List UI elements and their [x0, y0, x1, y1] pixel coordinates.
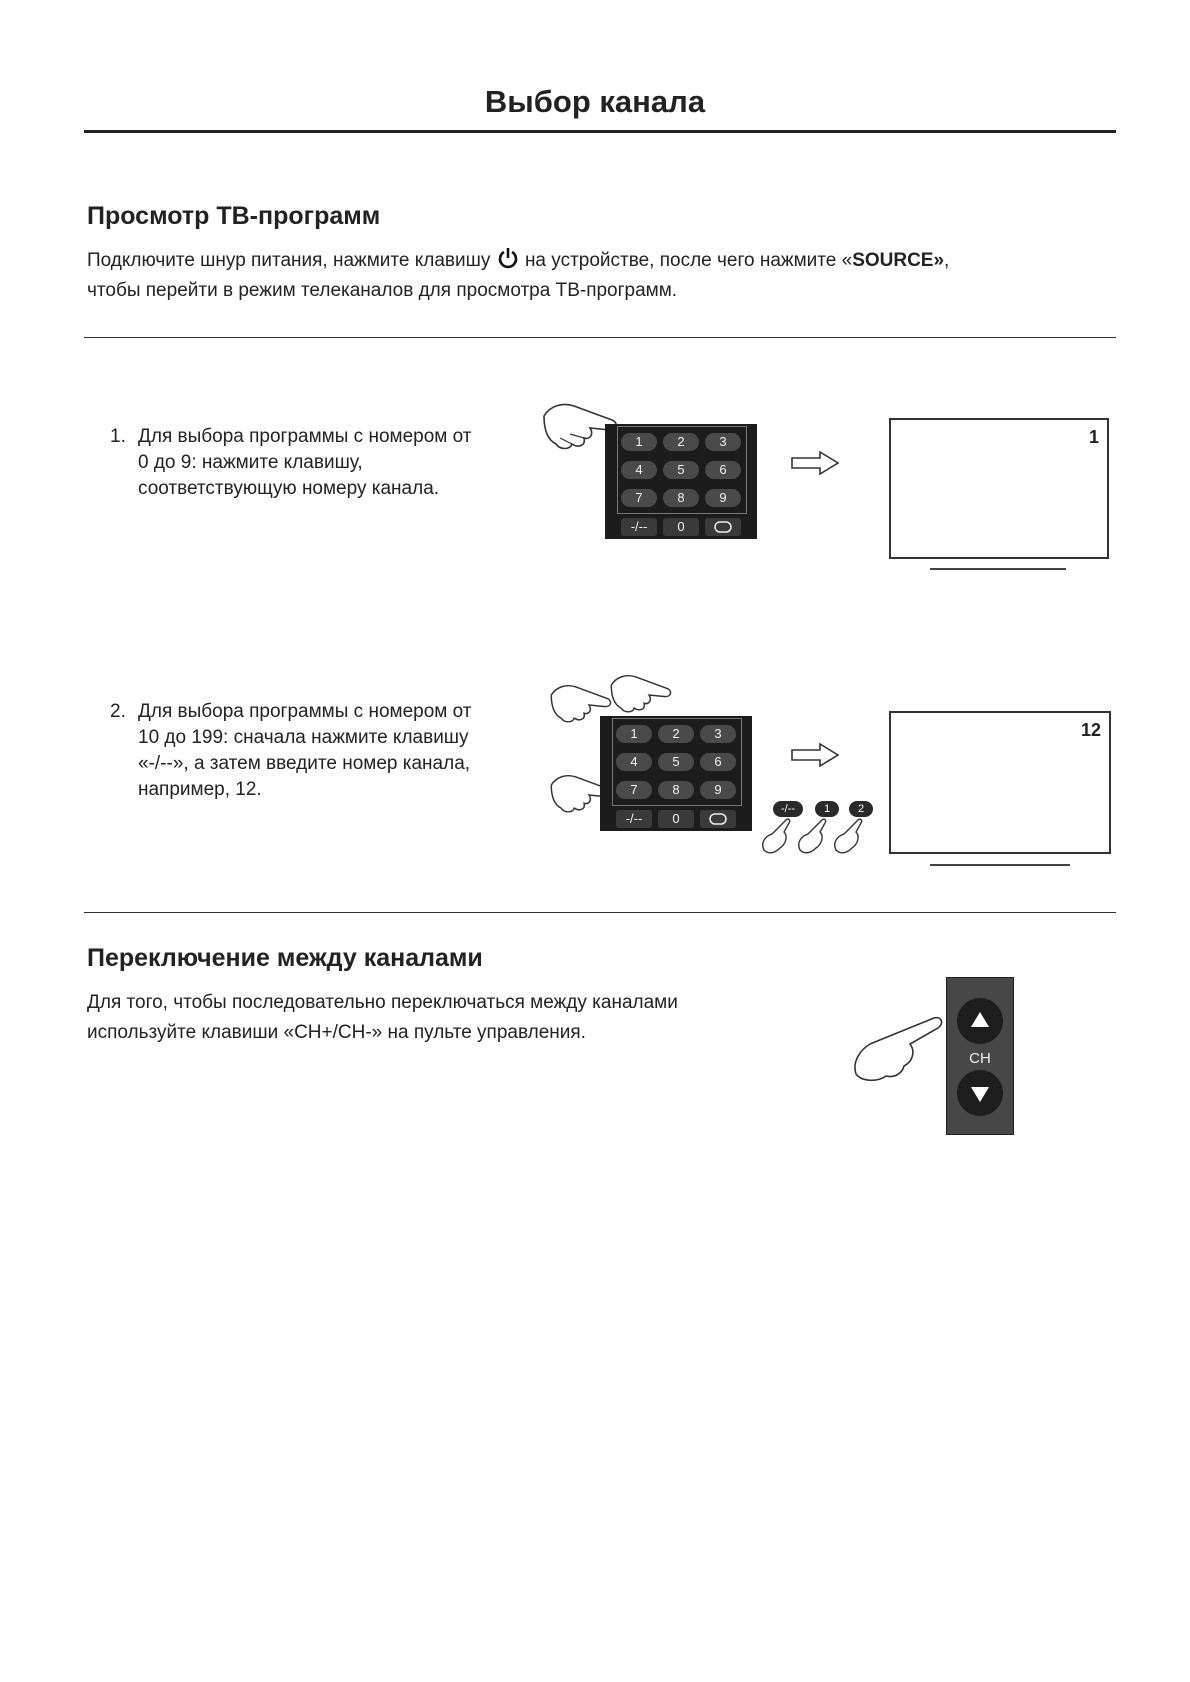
- step-1-line: соответствующую номеру канала.: [138, 478, 440, 499]
- key-6[interactable]: 6: [705, 461, 741, 479]
- step-2-line: например, 12.: [138, 779, 262, 800]
- section-divider-1: [84, 337, 1116, 338]
- triangle-down-icon: [957, 1070, 1003, 1116]
- channel-line-1: Для того, чтобы последовательно переключаться между каналами: [87, 992, 678, 1013]
- key-4[interactable]: 4: [616, 753, 652, 771]
- remote-numeric-keypad: [600, 716, 752, 831]
- tv-channel-number: 1: [1088, 427, 1099, 447]
- channel-switching-paragraph: [87, 988, 847, 1048]
- key-7[interactable]: 7: [616, 781, 652, 799]
- intro-line-1: Подключите шнур питания, нажмите клавишу на устройстве, после чего нажмите «SOURCE»,: [87, 246, 1127, 276]
- tv-screen: [889, 418, 1109, 559]
- intro-line-2: чтобы перейти в режим телеканалов для просмотра ТВ-программ.: [87, 280, 678, 301]
- key-1[interactable]: 1: [621, 433, 657, 451]
- return-icon: [708, 813, 728, 825]
- step-1-line: 0 до 9: нажмите клавишу,: [138, 452, 363, 473]
- tv-screen: [889, 711, 1111, 854]
- return-icon: [713, 521, 733, 533]
- arrow-right-icon: [790, 450, 840, 476]
- step-2-instruction: [110, 699, 550, 805]
- hands-sequence-icon: [758, 814, 878, 856]
- page-title: Выбор канала: [484, 84, 706, 119]
- key-0[interactable]: 0: [658, 810, 694, 828]
- key-9[interactable]: 9: [700, 781, 736, 799]
- triangle-up-icon: [957, 998, 1003, 1044]
- section-divider-2: [84, 912, 1116, 913]
- key-8[interactable]: 8: [663, 489, 699, 507]
- step-1-line: Для выбора программы с номером от: [138, 426, 472, 447]
- key-6[interactable]: 6: [700, 753, 736, 771]
- step-2-line: Для выбора программы с номером от: [138, 701, 472, 722]
- power-icon: [498, 247, 518, 269]
- step-1-instruction: [110, 424, 550, 504]
- key-return[interactable]: [700, 810, 736, 828]
- ch-up-button[interactable]: [957, 998, 1003, 1044]
- key-5[interactable]: 5: [658, 753, 694, 771]
- ch-down-button[interactable]: [957, 1070, 1003, 1116]
- tv-stand: [930, 568, 1066, 570]
- section-heading-channel-switching: Переключение между каналами: [87, 944, 483, 972]
- step-2-line: 10 до 199: сначала нажмите клавишу: [138, 727, 469, 748]
- key-2[interactable]: 2: [663, 433, 699, 451]
- key-return[interactable]: [705, 518, 741, 536]
- key-4[interactable]: 4: [621, 461, 657, 479]
- section-intro-paragraph: [87, 246, 1127, 306]
- sequence-key-dash: -/--: [773, 801, 803, 817]
- key-dash[interactable]: -/--: [621, 518, 657, 536]
- key-7[interactable]: 7: [621, 489, 657, 507]
- step-2-line: «-/--», а затем введите номер канала,: [138, 753, 471, 774]
- sequence-key-2: 2: [849, 801, 873, 817]
- key-3[interactable]: 3: [705, 433, 741, 451]
- hand-pointer-icon: [608, 670, 690, 720]
- section-heading-tv-viewing: Просмотр ТВ-программ: [87, 202, 381, 230]
- step-2-number: 2.: [110, 701, 126, 722]
- key-5[interactable]: 5: [663, 461, 699, 479]
- sequence-key-1: 1: [815, 801, 839, 817]
- key-1[interactable]: 1: [616, 725, 652, 743]
- hand-pointer-icon: [850, 1008, 960, 1086]
- channel-line-2: используйте клавиши «CH+/CH-» на пульте управления.: [87, 1022, 586, 1043]
- title-divider: [84, 130, 1116, 133]
- step-1-number: 1.: [110, 426, 126, 447]
- key-dash[interactable]: -/--: [616, 810, 652, 828]
- arrow-right-icon: [790, 742, 840, 768]
- tv-channel-number: 12: [1080, 720, 1101, 740]
- key-3[interactable]: 3: [700, 725, 736, 743]
- remote-numeric-keypad: [605, 424, 757, 539]
- key-9[interactable]: 9: [705, 489, 741, 507]
- ch-remote: [946, 977, 1014, 1135]
- key-8[interactable]: 8: [658, 781, 694, 799]
- ch-label: CH: [969, 1050, 991, 1067]
- key-2[interactable]: 2: [658, 725, 694, 743]
- key-0[interactable]: 0: [663, 518, 699, 536]
- tv-stand: [930, 864, 1070, 866]
